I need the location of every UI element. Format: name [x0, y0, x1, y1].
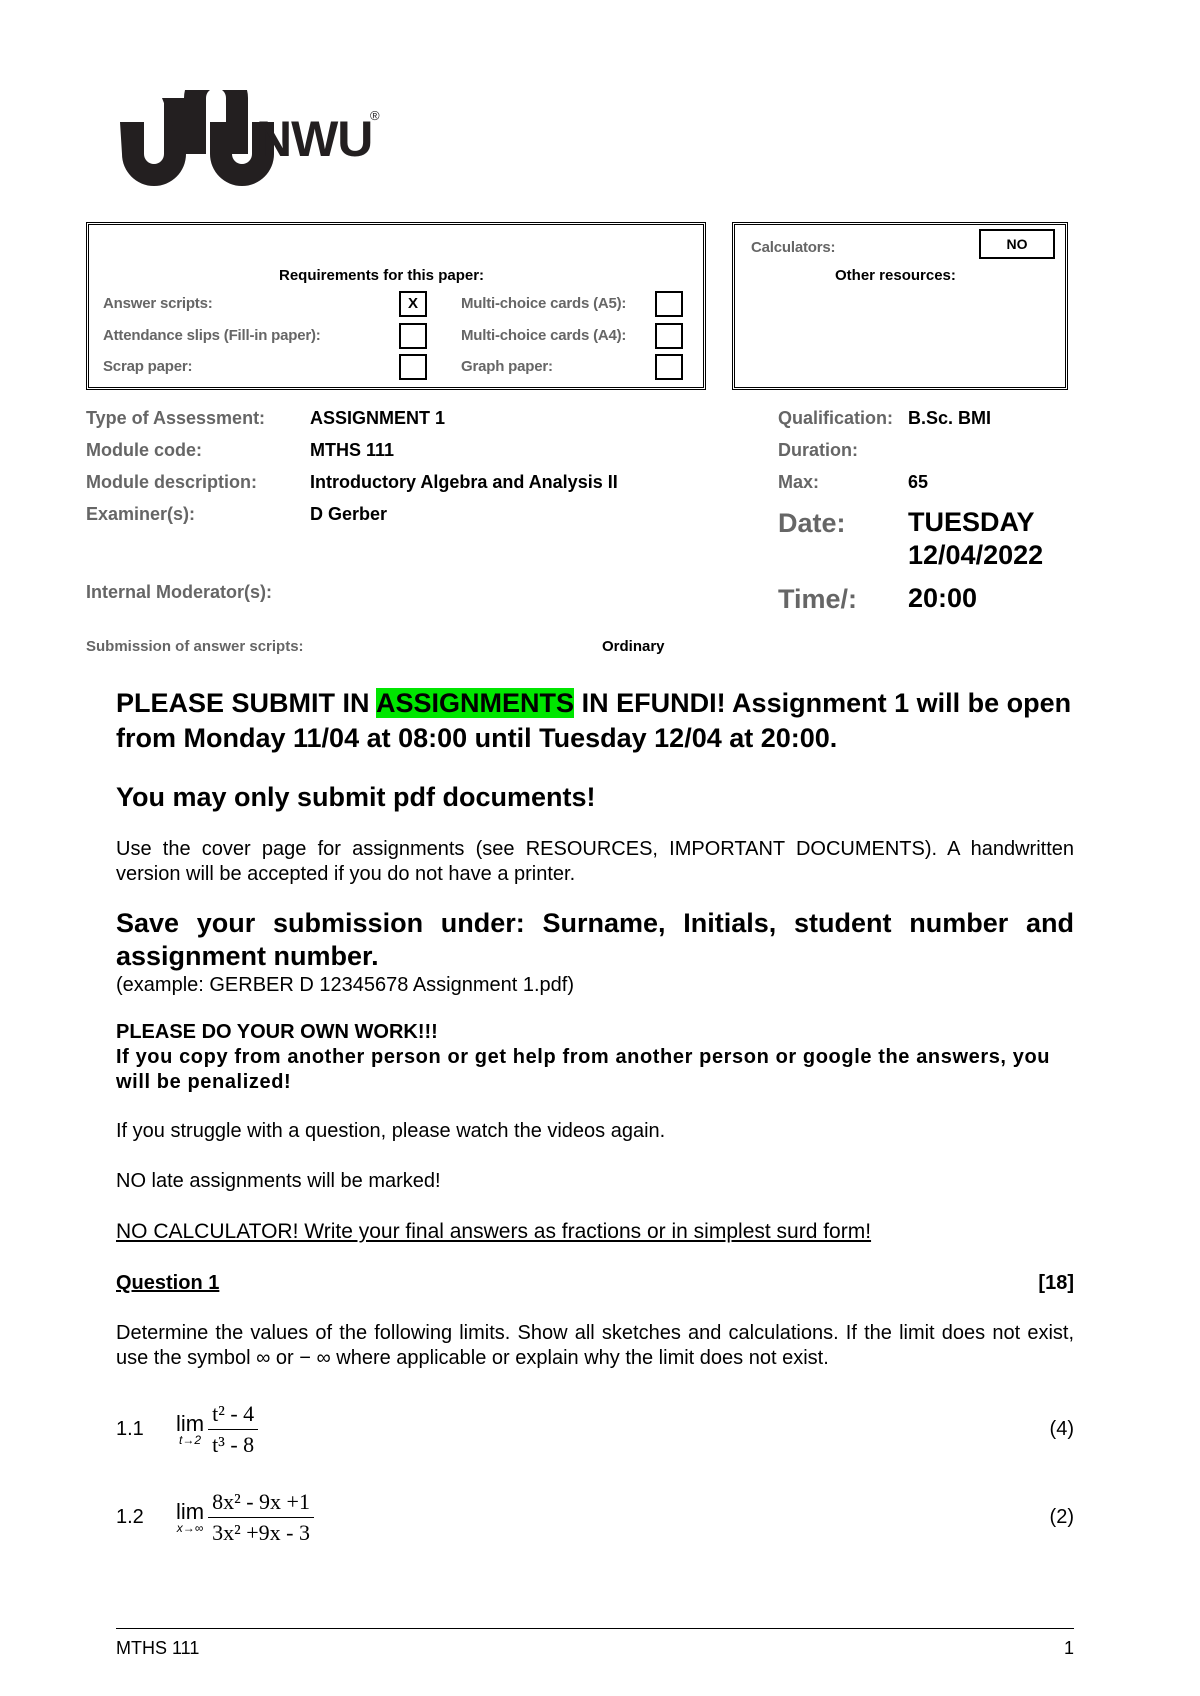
graph-paper-label: Graph paper: — [461, 358, 553, 375]
scrap-paper-label: Scrap paper: — [103, 358, 193, 375]
q1-1-fraction — [208, 1401, 258, 1458]
own-work-notice: PLEASE DO YOUR OWN WORK!!! — [116, 1021, 438, 1043]
module-code-value: MTHS 111 — [310, 440, 395, 460]
max-value: 65 — [908, 472, 929, 492]
question-1-header — [116, 1271, 1074, 1296]
calculators-value: NO — [979, 229, 1055, 259]
requirements-title: Requirements for this paper: — [279, 267, 485, 284]
q1-1-lim-sub: t→2 — [179, 1433, 202, 1447]
question-1-instructions: Determine the values of the following limits. Show all sketches and calculations. If the limit does not exist, use the symbol ∞ or − ∞ where applicable or explain why the limit does not exist. — [116, 1322, 1074, 1369]
module-desc-value: Introductory Algebra and Analysis II — [310, 472, 618, 492]
date-value-date: 12/04/2022 — [908, 540, 1044, 570]
notice-highlight: ASSIGNMENTS — [376, 688, 575, 718]
notice-text-1: PLEASE SUBMIT IN — [116, 688, 377, 718]
submission-value: Ordinary — [602, 638, 665, 655]
q1-2-lim-sub: x→∞ — [176, 1521, 204, 1535]
qualification-value: B.Sc. BMI — [908, 408, 992, 428]
q1-1-number: 1.1 — [116, 1417, 144, 1440]
penalty-notice: If you copy from another person or get help from another person or google the answers, you will be penalized! — [116, 1046, 1051, 1093]
mc-cards-a4-checkbox[interactable] — [655, 323, 683, 349]
submission-label: Submission of answer scripts: — [86, 638, 304, 655]
nwu-logo — [118, 90, 398, 190]
save-as-notice: Save your submission under: Surname, Initials, student number and assignment number. — [116, 908, 1074, 971]
mc-cards-a5-label: Multi-choice cards (A5): — [461, 295, 627, 312]
question-1-2 — [116, 1487, 1074, 1547]
footer-module: MTHS 111 — [116, 1638, 200, 1658]
logo-text: NWU — [256, 111, 373, 167]
answer-scripts-checkbox[interactable]: X — [399, 291, 427, 317]
question-1-marks: [18] — [1038, 1272, 1074, 1294]
struggle-note: If you struggle with a question, please watch the videos again. — [116, 1120, 666, 1142]
moderator-label: Internal Moderator(s): — [86, 582, 273, 602]
q1-2-denominator: 3x² +9x - 3 — [212, 1519, 310, 1545]
q1-1-limit — [176, 1411, 204, 1447]
q1-1-denominator: t³ - 8 — [212, 1431, 255, 1457]
pdf-only-notice: You may only submit pdf documents! — [116, 782, 596, 812]
qualification-label: Qualification: — [778, 408, 894, 428]
duration-label: Duration: — [778, 440, 858, 460]
question-1-title: Question 1 — [116, 1272, 220, 1294]
resources-box — [732, 222, 1068, 390]
q1-2-numerator: 8x² - 9x +1 — [208, 1489, 314, 1518]
attendance-slips-checkbox[interactable] — [399, 323, 427, 349]
q1-2-number: 1.2 — [116, 1505, 144, 1528]
cover-page-note: Use the cover page for assignments (see RESOURCES, IMPORTANT DOCUMENTS). A handwritten version will be accepted if you do not have a printer. — [116, 838, 1074, 885]
calculators-label: Calculators: — [751, 239, 836, 256]
max-label: Max: — [778, 472, 820, 492]
time-label: Time/: — [778, 584, 858, 614]
date-label: Date: — [778, 508, 846, 538]
mc-cards-a4-label: Multi-choice cards (A4): — [461, 327, 627, 344]
no-calculator-notice: NO CALCULATOR! Write your final answers as fractions or in simplest surd form! — [116, 1220, 872, 1243]
mc-cards-a5-checkbox[interactable] — [655, 291, 683, 317]
q1-2-fraction — [208, 1489, 314, 1546]
scrap-paper-checkbox[interactable] — [399, 354, 427, 380]
date-value-day: TUESDAY — [908, 507, 1035, 537]
examiner-value: D Gerber — [310, 504, 388, 524]
attendance-slips-label: Attendance slips (Fill-in paper): — [103, 327, 321, 344]
type-value: ASSIGNMENT 1 — [310, 408, 446, 428]
q1-2-lim-word: lim — [176, 1499, 205, 1524]
graph-paper-checkbox[interactable] — [655, 354, 683, 380]
requirements-box — [86, 222, 706, 390]
example-filename: (example: GERBER D 12345678 Assignment 1.pdf) — [116, 974, 575, 996]
module-desc-label: Module description: — [86, 472, 257, 492]
q1-1-numerator: t² - 4 — [208, 1401, 258, 1430]
footer-page-number: 1 — [1063, 1638, 1074, 1658]
registered-mark: ® — [370, 108, 380, 123]
instructions-content — [116, 686, 1074, 1547]
question-1-1 — [116, 1399, 1074, 1459]
module-code-label: Module code: — [86, 440, 202, 460]
q1-1-lim-word: lim — [176, 1411, 205, 1436]
time-value: 20:00 — [908, 583, 978, 613]
footer-divider — [116, 1628, 1074, 1629]
examiner-label: Examiner(s): — [86, 504, 196, 524]
q1-1-marks: (4) — [1049, 1417, 1074, 1440]
other-resources-label: Other resources: — [835, 267, 956, 284]
submission-notice — [116, 686, 1074, 756]
q1-2-marks: (2) — [1049, 1505, 1074, 1528]
late-note: NO late assignments will be marked! — [116, 1170, 441, 1192]
q1-2-limit — [176, 1499, 204, 1535]
type-label: Type of Assessment: — [86, 408, 266, 428]
notice-text-2: IN EFUNDI! Assignment 1 will be open from Monday 11/04 at 08:00 until Tuesday 12/04 at 20:00. — [116, 688, 1072, 753]
answer-scripts-label: Answer scripts: — [103, 295, 213, 312]
